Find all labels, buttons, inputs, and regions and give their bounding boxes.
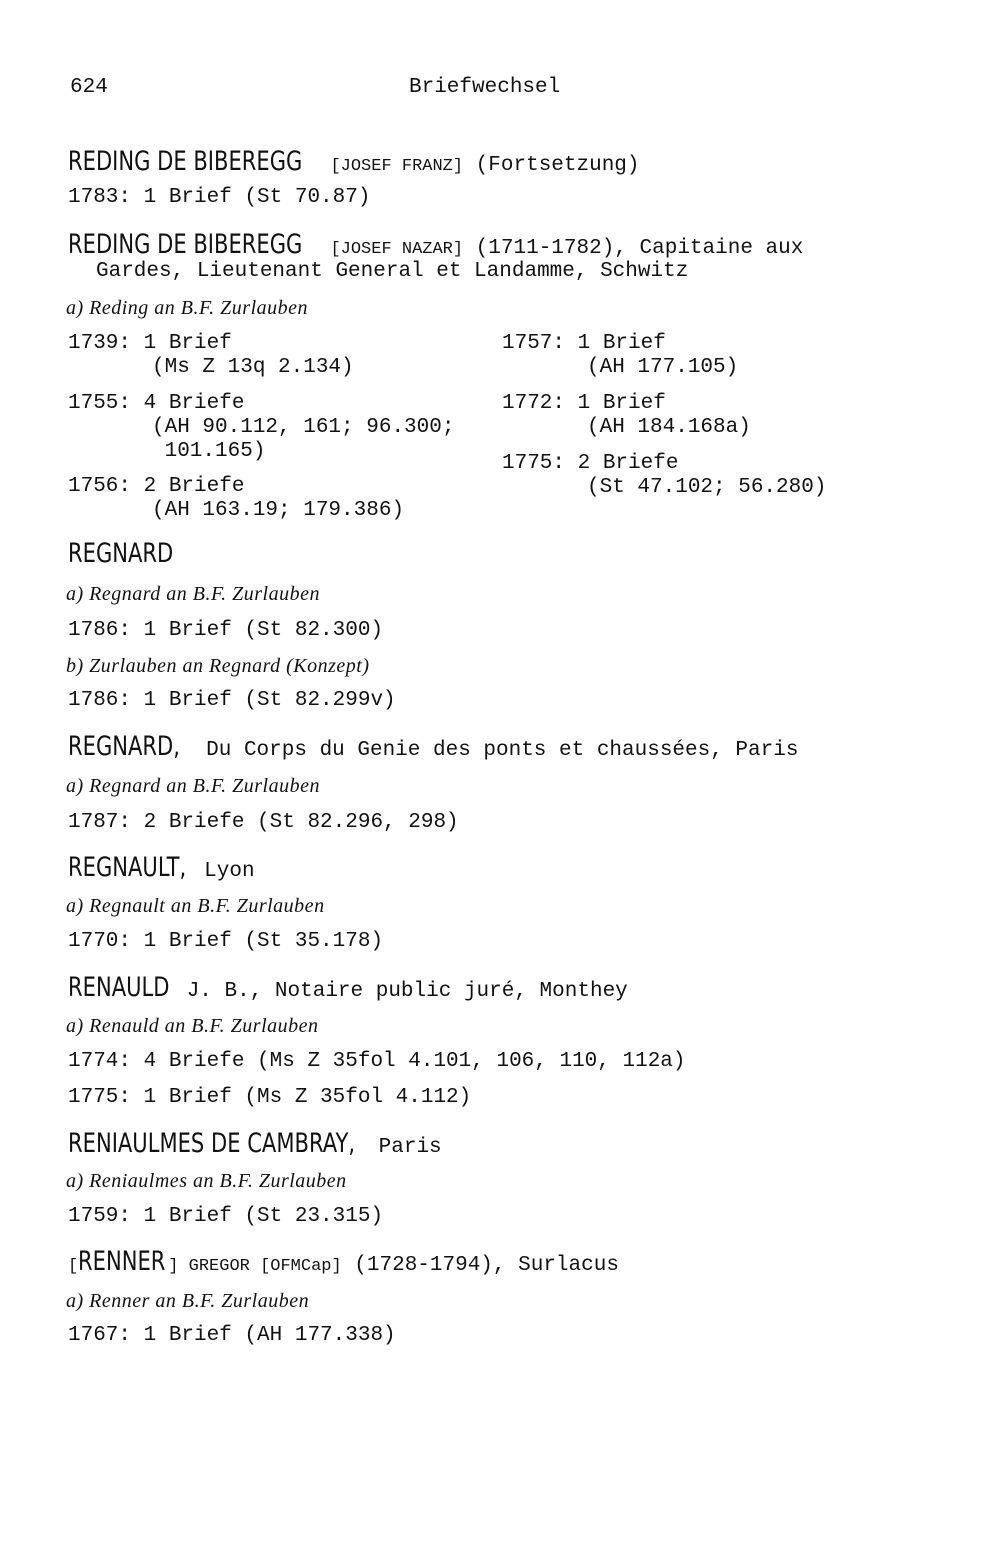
entry-note: J. B., Notaire public juré, Monthey (174, 980, 628, 1003)
entry-heading (68, 1246, 619, 1277)
letter-line: 1775: 2 Briefe (502, 452, 679, 475)
letter-line: 1757: 1 Brief (502, 332, 666, 355)
page-number: 624 (70, 76, 108, 99)
entry-note: Du Corps du Genie des ponts et chaussées, Paris (193, 739, 799, 762)
letter-ref: (AH 177.105) (587, 356, 739, 379)
entry-name: RENIAULMES DE CAMBRAY, (68, 1128, 356, 1159)
letter-line: 1774: 4 Briefe (Ms Z 35fol 4.101, 106, 110, 112a) (68, 1050, 686, 1073)
entry-heading (68, 731, 798, 762)
entry-heading (68, 538, 203, 569)
running-title: Briefwechsel (409, 76, 561, 99)
entry-heading (68, 852, 255, 883)
entry-given-name: GREGOR [OFMCap] (178, 1257, 342, 1276)
entry-heading (68, 229, 803, 260)
entry-name: REGNAULT, (68, 852, 187, 883)
section-label: a) Regnault an B.F. Zurlauben (66, 895, 325, 917)
entry-name: REDING DE BIBEREGG (68, 146, 303, 177)
letter-line: 1772: 1 Brief (502, 392, 666, 415)
letter-ref: (AH 90.112, 161; 96.300; (152, 416, 455, 439)
letter-line: 1783: 1 Brief (St 70.87) (68, 186, 371, 209)
entry-name: REGNARD, (68, 731, 180, 762)
section-label: a) Reniaulmes an B.F. Zurlauben (66, 1170, 347, 1192)
letter-line: 1756: 2 Briefe (68, 475, 245, 498)
entry-heading (68, 146, 640, 177)
entry-given-name: [JOSEF FRANZ] (330, 157, 464, 176)
letter-ref: (Ms Z 13q 2.134) (152, 356, 354, 379)
entry-note: Paris (366, 1136, 442, 1159)
letter-ref: 101.165) (152, 440, 266, 463)
section-label: a) Regnard an B.F. Zurlauben (66, 775, 320, 797)
entry-name: REDING DE BIBEREGG (68, 229, 303, 260)
letter-line: 1775: 1 Brief (Ms Z 35fol 4.112) (68, 1086, 472, 1109)
entry-name: RENAULD (68, 972, 170, 1003)
bracket-close: ] (168, 1257, 179, 1276)
section-label: a) Renauld an B.F. Zurlauben (66, 1015, 319, 1037)
letter-line: 1739: 1 Brief (68, 332, 232, 355)
letter-line: 1767: 1 Brief (AH 177.338) (68, 1324, 396, 1347)
entry-note: (1728-1794), Surlacus (341, 1254, 619, 1277)
section-label: a) Reding an B.F. Zurlauben (66, 297, 309, 319)
letter-line: 1786: 1 Brief (St 82.300) (68, 619, 384, 642)
letter-line: 1770: 1 Brief (St 35.178) (68, 930, 384, 953)
bracket-open: [ (68, 1257, 79, 1276)
entry-note-continued: Gardes, Lieutenant General et Landamme, Schwitz (96, 260, 689, 283)
section-label: a) Renner an B.F. Zurlauben (66, 1290, 310, 1312)
letter-line: 1787: 2 Briefe (St 82.296, 298) (68, 811, 459, 834)
entry-note: (Fortsetzung) (463, 154, 640, 177)
entry-given-name: [JOSEF NAZAR] (330, 240, 464, 259)
entry-heading (68, 1128, 442, 1159)
letter-line: 1755: 4 Briefe (68, 392, 245, 415)
letter-line: 1759: 1 Brief (St 23.315) (68, 1205, 384, 1228)
section-label: b) Zurlauben an Regnard (Konzept) (66, 655, 370, 677)
entry-name: RENNER (78, 1246, 166, 1277)
letter-ref: (AH 184.168a) (587, 416, 751, 439)
letter-line: 1786: 1 Brief (St 82.299v) (68, 689, 396, 712)
entry-note: (1711-1782), Capitaine aux (463, 237, 804, 260)
entry-note: Lyon (191, 860, 255, 883)
entry-name: REGNARD (68, 538, 174, 569)
letter-ref: (St 47.102; 56.280) (587, 476, 827, 499)
entry-heading (68, 972, 628, 1003)
section-label: a) Regnard an B.F. Zurlauben (66, 583, 320, 605)
letter-ref: (AH 163.19; 179.386) (152, 499, 405, 522)
